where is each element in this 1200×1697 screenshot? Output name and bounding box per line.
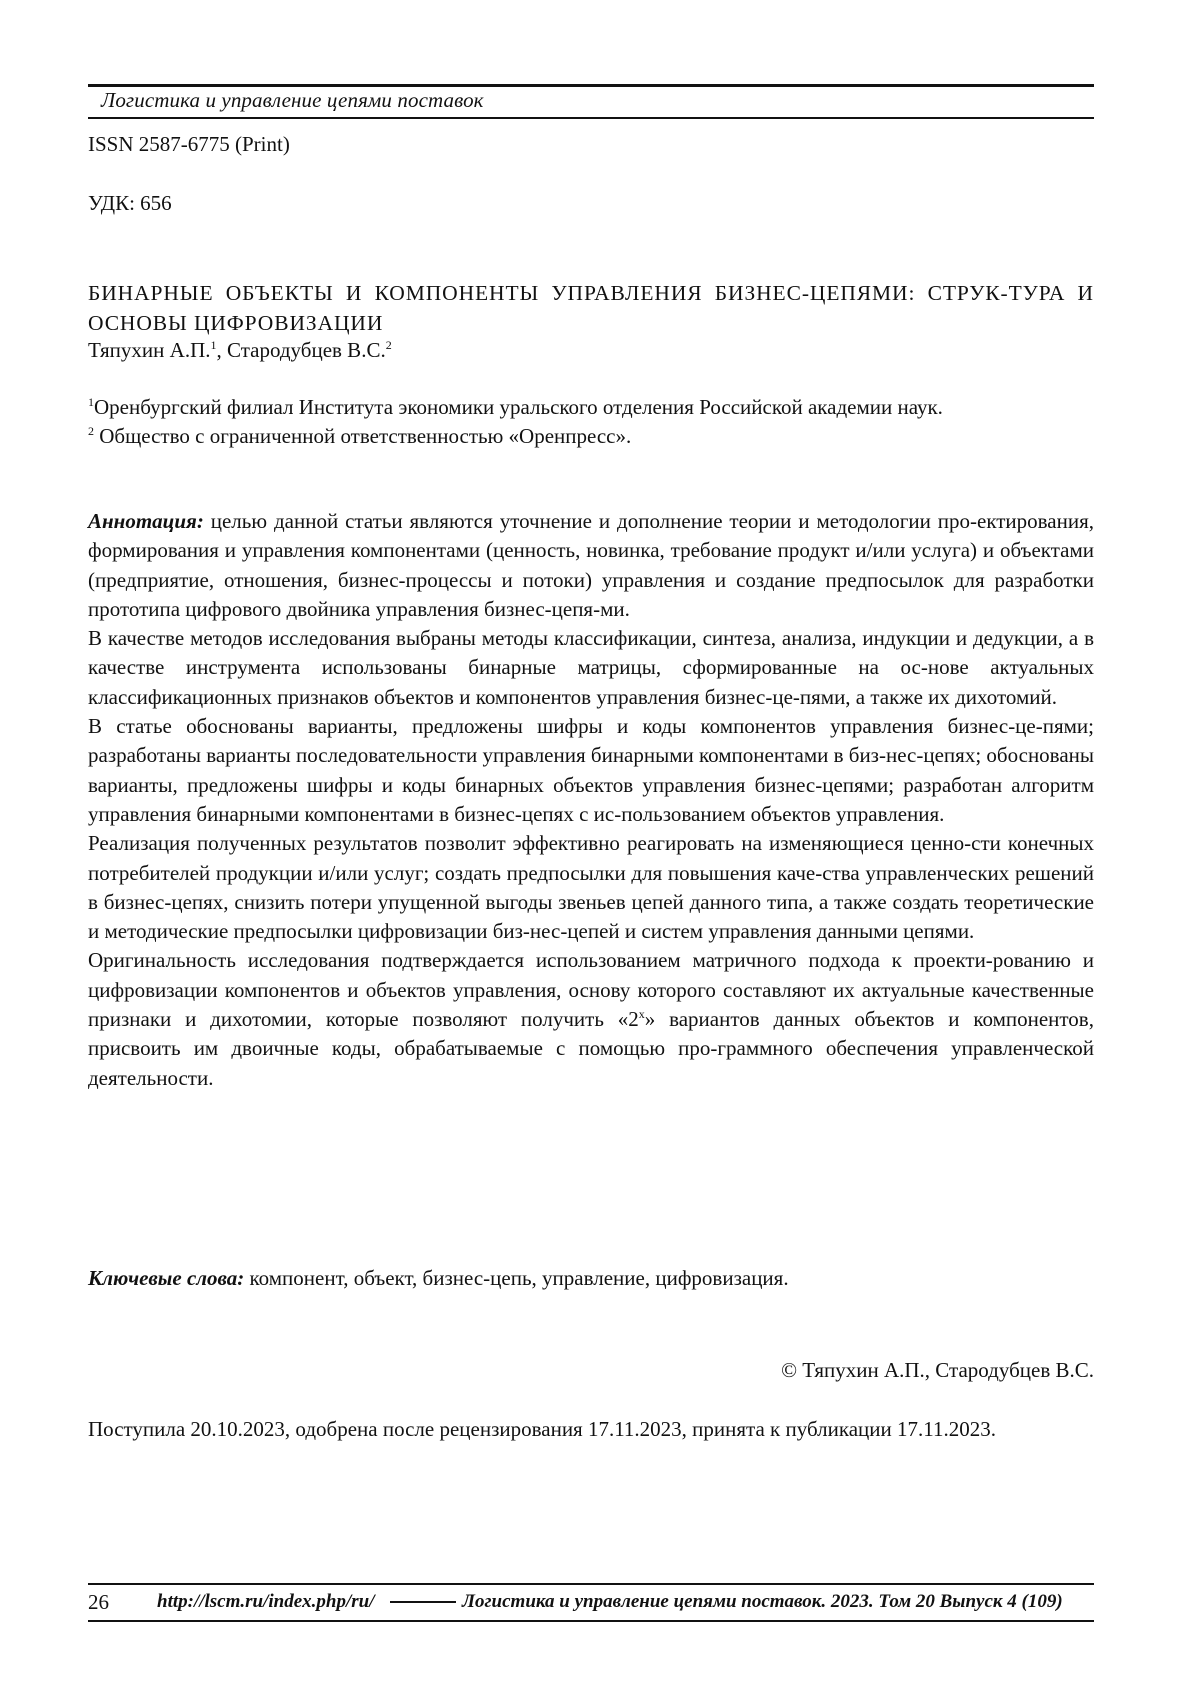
journal-url-link[interactable]: http://lscm.ru/index.php/ru/ [157, 1591, 375, 1612]
author-affiliation-mark: 1 [210, 338, 217, 352]
abstract-paragraph: В качестве методов исследования выбраны методы классификации, синтеза, анализа, индукции и дедукции, а в качестве инструмента использованы бинарные матрицы, сформированные на ос-нове актуальных классификационных признаков объектов и компонентов управления бизнес-це-пями, а также их дихотомий. [88, 626, 1094, 709]
superscript: x [638, 1007, 645, 1022]
udk-code: УДК: 656 [88, 191, 172, 215]
abstract-text: целью данной статьи являются уточнение и дополнение теории и методологии про-ектирования, формирования и управления компонентами (ценность, новинка, требование продукт и/или услуга) и объектами (предприятие, отношения, бизнес-процессы и потоки) управления и создание предпосылок для разработки прототипа цифрового двойника управления бизнес-цепя-ми. [88, 509, 1094, 621]
affiliation-text: Общество с ограниченной ответственностью «Оренпресс». [94, 424, 632, 448]
affiliation-number: 1 [88, 395, 94, 409]
abstract [88, 507, 1094, 1093]
keywords-label: Ключевые слова: [88, 1266, 245, 1290]
keywords [88, 1266, 789, 1291]
page-number: 26 [88, 1590, 109, 1614]
abstract-text: Оригинальность исследования подтверждается использованием матричного подхода к проекти-рованию и цифровизации компонентов и объектов управления, основу которого составляют их актуальные качественные признаки и дихотомии, которые позволяют получить «2 [88, 948, 1094, 1032]
article-title: БИНАРНЫЕ ОБЪЕКТЫ И КОМПОНЕНТЫ УПРАВЛЕНИЯ БИЗНЕС-ЦЕПЯМИ: СТРУК-ТУРА И ОСНОВЫ ЦИФРОВИЗАЦИИ [88, 281, 1094, 335]
header-rule-top [88, 84, 1094, 87]
abstract-paragraph: В статье обоснованы варианты, предложены шифры и коды компонентов управления бизнес-це-пями; разработаны варианты последовательности управления бинарными компонентами в биз-нес-цепях; обоснованы варианты, предложены шифры и коды бинарных объектов управления бизнес-цепями; разработан алгоритм управления бинарными компонентами в бизнес-цепях с ис-пользованием объектов управления. [88, 714, 1094, 826]
header-rule-bottom [88, 117, 1094, 119]
affiliation-number: 2 [88, 424, 94, 438]
abstract-paragraph: Реализация полученных результатов позволит эффективно реагировать на изменяющиеся ценно-сти конечных потребителей продукции и/или услуг; создать предпосылки для повышения каче-ства управленческих решений в бизнес-цепях, снизить потери упущенной выгоды звеньев цепей данного типа, а также создать теоретические и методические предпосылки цифровизации биз-нес-цепей и систем управления данными цепями. [88, 831, 1094, 944]
author-name: Стародубцев В.С. [226, 338, 386, 362]
affiliation [88, 424, 631, 449]
abstract-paragraph [88, 507, 1094, 624]
affiliation-text: Оренбургский филиал Института экономики уральского отделения Российской академии наук. [94, 395, 943, 419]
author-separator: , [216, 338, 227, 362]
affiliation [88, 395, 943, 420]
abstract-text: » вариантов данных объектов и компонентов, присвоить им двоичные коды, обрабатываемые с помощью про-граммного обеспечения управленческой деятельности. [88, 1007, 1094, 1090]
copyright: © Тяпухин А.П., Стародубцев В.С. [781, 1358, 1094, 1382]
footer-dash-divider [390, 1601, 456, 1603]
issn: ISSN 2587-6775 (Print) [88, 132, 290, 156]
abstract-paragraph [88, 946, 1094, 1092]
author-name: Тяпухин А.П. [88, 338, 211, 362]
abstract-label: Аннотация: [88, 509, 204, 533]
received-dates: Поступила 20.10.2023, одобрена после рецензирования 17.11.2023, принята к публикации 17.11.2023. [88, 1417, 996, 1441]
footer-journal-info: Логистика и управление цепями поставок. 2023. Том 20 Выпуск 4 (109) [462, 1591, 1063, 1612]
keywords-text: компонент, объект, бизнес-цепь, управление, цифровизация. [244, 1266, 789, 1290]
author-affiliation-mark: 2 [385, 338, 392, 352]
running-header-title: Логистика и управление цепями поставок [101, 88, 484, 112]
footer-rule-top [88, 1583, 1094, 1585]
footer-rule-bottom [88, 1620, 1094, 1622]
authors-line [88, 338, 392, 363]
